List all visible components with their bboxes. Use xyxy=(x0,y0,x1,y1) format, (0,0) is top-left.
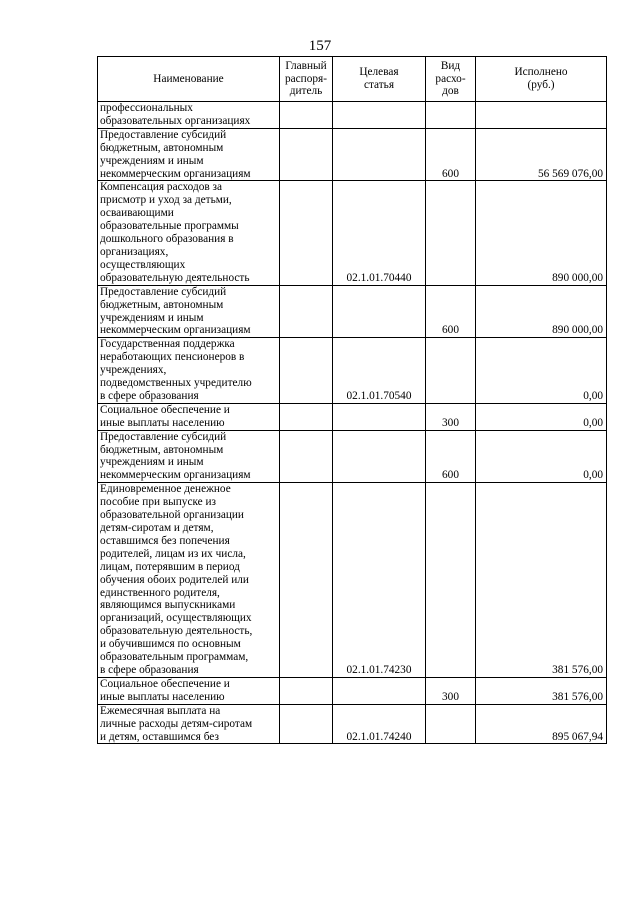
cell-name: Государственная поддержка неработающих пенсионеров в учреждениях, подведомственных учредителю в сфере образования xyxy=(98,338,280,404)
table-row xyxy=(98,483,607,678)
table-row xyxy=(98,704,607,744)
table-row xyxy=(98,403,607,430)
cell-main-manager xyxy=(280,128,333,181)
cell-expense-kind xyxy=(426,338,476,404)
cell-expense-kind xyxy=(426,102,476,129)
cell-executed: 890 000,00 xyxy=(476,181,607,285)
header-executed: Исполнено (руб.) xyxy=(476,57,607,102)
page-number: 157 xyxy=(308,38,332,54)
header-name: Наименование xyxy=(98,57,280,102)
cell-name: Предоставление субсидий бюджетным, автономным учреждениям и иным некоммерческим организациям xyxy=(98,285,280,338)
cell-target-item: 02.1.01.70440 xyxy=(333,181,426,285)
cell-executed: 381 576,00 xyxy=(476,483,607,678)
table-row xyxy=(98,338,607,404)
cell-main-manager xyxy=(280,677,333,704)
cell-executed xyxy=(476,102,607,129)
cell-target-item xyxy=(333,430,426,483)
table-row xyxy=(98,181,607,285)
cell-main-manager xyxy=(280,102,333,129)
expense-report-table xyxy=(97,56,607,744)
cell-expense-kind: 600 xyxy=(426,430,476,483)
cell-name: Ежемесячная выплата на личные расходы детям-сиротам и детям, оставшимся без xyxy=(98,704,280,744)
table-row xyxy=(98,102,607,129)
cell-expense-kind xyxy=(426,704,476,744)
cell-target-item xyxy=(333,285,426,338)
table-row xyxy=(98,128,607,181)
cell-main-manager xyxy=(280,704,333,744)
cell-expense-kind: 600 xyxy=(426,128,476,181)
cell-executed: 895 067,94 xyxy=(476,704,607,744)
header-target-item: Целевая статья xyxy=(333,57,426,102)
header-expense-kind: Вид расхо- дов xyxy=(426,57,476,102)
cell-expense-kind: 300 xyxy=(426,403,476,430)
cell-target-item xyxy=(333,677,426,704)
cell-executed: 56 569 076,00 xyxy=(476,128,607,181)
cell-expense-kind: 300 xyxy=(426,677,476,704)
table-row xyxy=(98,677,607,704)
cell-name: Компенсация расходов за присмотр и уход за детьми, осваивающими образовательные программы дошкольного образования в организациях, осуществляющих образовательную деятельность xyxy=(98,181,280,285)
cell-expense-kind xyxy=(426,483,476,678)
cell-main-manager xyxy=(280,285,333,338)
cell-target-item: 02.1.01.74230 xyxy=(333,483,426,678)
cell-executed: 0,00 xyxy=(476,338,607,404)
cell-name: Единовременное денежное пособие при выпуске из образовательной организации детям-сиротам и детям, оставшимся без попечения родителей, лицам из их числа, лицам, потерявшим в период обучения обоих родителей или единственного родителя, являющимся выпускниками организаций, осуществляющих образовательную деятельность, и обучившимся по основным образовательным программам, в сфере образования xyxy=(98,483,280,678)
cell-main-manager xyxy=(280,181,333,285)
cell-main-manager xyxy=(280,483,333,678)
cell-main-manager xyxy=(280,338,333,404)
cell-expense-kind xyxy=(426,181,476,285)
cell-name: Предоставление субсидий бюджетным, автономным учреждениям и иным некоммерческим организациям xyxy=(98,430,280,483)
header-main-manager: Главный распоря- дитель xyxy=(280,57,333,102)
cell-executed: 0,00 xyxy=(476,403,607,430)
cell-name: профессиональных образовательных организациях xyxy=(98,102,280,129)
cell-main-manager xyxy=(280,403,333,430)
cell-name: Социальное обеспечение и иные выплаты населению xyxy=(98,677,280,704)
table-row xyxy=(98,285,607,338)
cell-target-item xyxy=(333,128,426,181)
cell-target-item: 02.1.01.74240 xyxy=(333,704,426,744)
cell-expense-kind: 600 xyxy=(426,285,476,338)
cell-executed: 0,00 xyxy=(476,430,607,483)
cell-name: Социальное обеспечение и иные выплаты населению xyxy=(98,403,280,430)
cell-name: Предоставление субсидий бюджетным, автономным учреждениям и иным некоммерческим организациям xyxy=(98,128,280,181)
cell-main-manager xyxy=(280,430,333,483)
cell-target-item xyxy=(333,403,426,430)
cell-executed: 381 576,00 xyxy=(476,677,607,704)
table-header-row xyxy=(98,57,607,102)
cell-target-item: 02.1.01.70540 xyxy=(333,338,426,404)
table-row xyxy=(98,430,607,483)
cell-executed: 890 000,00 xyxy=(476,285,607,338)
cell-target-item xyxy=(333,102,426,129)
